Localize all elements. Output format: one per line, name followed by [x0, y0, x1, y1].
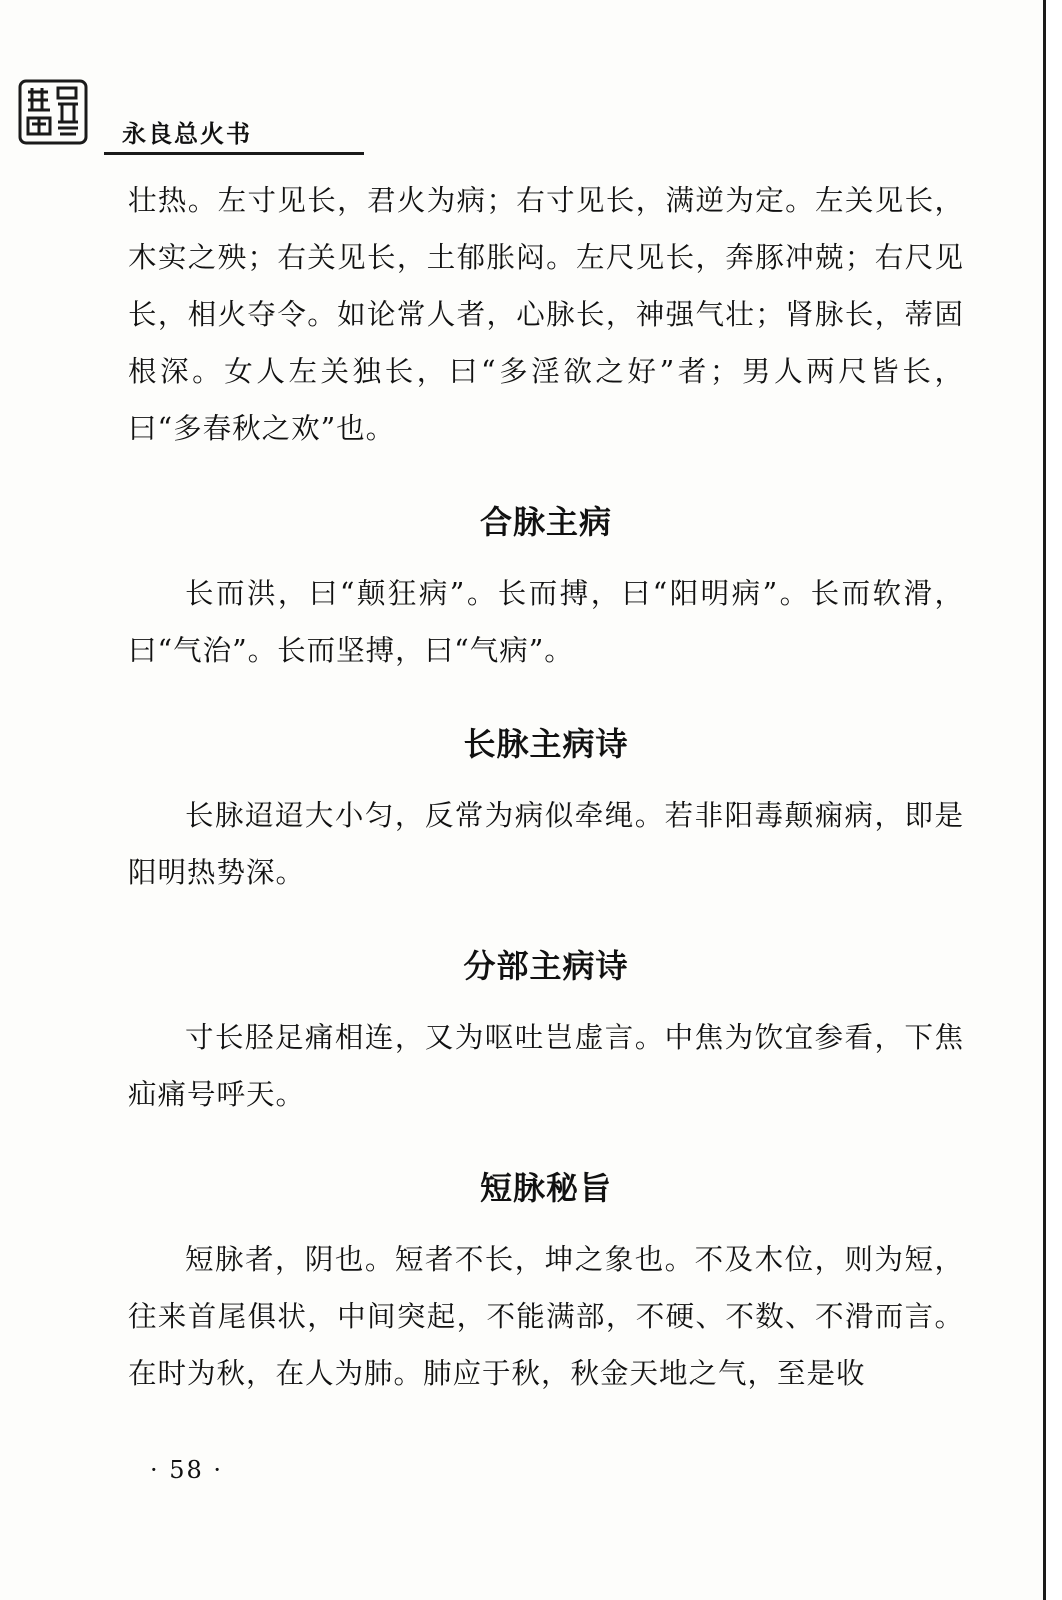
- paragraph: 短脉者，阴也。短者不长，坤之象也。不及木位，则为短，往来首尾俱状，中间突起，不能满部，不硬、不数、不滑而言。在时为秋，在人为肺。肺应于秋，秋金天地之气，至是收: [128, 1243, 964, 1390]
- section-heading: 长脉主病诗: [463, 725, 629, 763]
- running-header: [12, 68, 354, 158]
- page-number: · 58 ·: [150, 1456, 224, 1484]
- paragraph: 寸长胫足痛相连，又为呕吐岂虚言。中焦为饮宜参看，下焦疝痛号呼天。: [128, 1021, 964, 1111]
- section-heading: 短脉秘旨: [479, 1169, 612, 1207]
- paragraph: 长而洪，曰“颠狂病”。长而搏，曰“阳明病”。长而软滑，曰“气治”。长而坚搏，曰“气病”。: [128, 577, 964, 667]
- header-rule: [104, 152, 364, 155]
- paragraph: 长脉迢迢大小匀，反常为病似牵绳。若非阳毒颠痫病，即是阳明热势深。: [128, 799, 964, 889]
- scan-edge: [1043, 0, 1062, 1600]
- page-body: [128, 172, 964, 1402]
- series-title: 永良总火书: [122, 120, 252, 148]
- section-heading: 合脉主病: [479, 503, 612, 541]
- seal-stamp-icon: [18, 78, 88, 146]
- paragraph: 壮热。左寸见长，君火为病；右寸见长，满逆为定。左关见长，木实之殃；右关见长，土郁胀闷。左尺见长，奔豚冲兢；右尺见长，相火夺令。如论常人者，心脉长，神强气壮；肾脉长，蒂固根深。女人左关独长，曰“多淫欲之好”者；男人两尺皆长，曰“多春秋之欢”也。: [128, 184, 964, 445]
- section-heading: 分部主病诗: [463, 947, 629, 985]
